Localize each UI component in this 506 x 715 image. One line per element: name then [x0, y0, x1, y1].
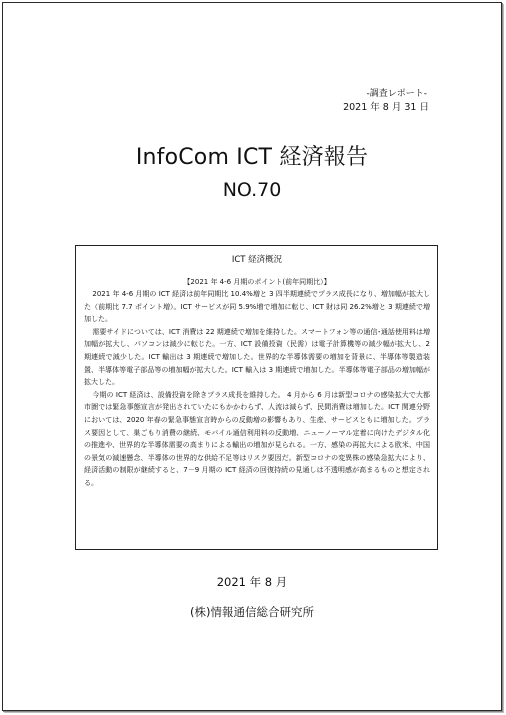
report-cover-page [2, 2, 502, 711]
report-type-label: -調査レポート- [366, 89, 427, 99]
report-date: 2021 年 8 月 31 日 [343, 102, 429, 113]
publication-date: 2021 年 8 月 [216, 575, 288, 589]
summary-points-heading: 【2021 年 4-6 月期のポイント(前年同期比）】 [183, 278, 331, 286]
summary-paragraph-demand: 需要サイドについては、ICT 消費は 22 期連続で増加を維持した。スマートフォン等の通信･通話使用料は増加幅が拡大し、パソコンは減少に転じた。一方、ICT 設備投資（民需）は電子計算機等の減少幅が拡大し、2 期連続で減少した。ICT 輸出は 3 期連続で増加した。世界的な半導体需要の増加を背景に、半導体等製造装置、半導体等電子部品等の増加幅が拡大した。ICT 輸入は 3 期連続で増加した。半導体等電子部品の増加幅が拡大した。 [84, 327, 430, 387]
summary-paragraph-overview: 2021 年 4-6 月期の ICT 経済は前年同期比 10.4%増と 3 四半期連続でプラス成長になり、増加幅が拡大した（前期比 7.7 ポイント増）。ICT サービスが同 5.9%増で増加に転じ、ICT 財は同 26.2%増と 3 期連続で増加した。 [84, 290, 430, 324]
issue-number: NO.70 [222, 179, 282, 201]
summary-heading: ICT 経済概況 [231, 255, 283, 265]
publisher-name: (株)情報通信総合研究所 [190, 605, 314, 619]
page-title: InfoCom ICT 経済報告 [135, 145, 369, 170]
economic-summary-box [75, 245, 438, 550]
summary-paragraph-outlook: 今期の ICT 経済は、設備投資を除きプラス成長を維持した。 4 月から 6 月は新型コロナの感染拡大で大都市圏では緊急事態宣言が発出されていたにもかかわらず、人流は減らず、民間消費は増加した。ICT 関連分野においては、2020 年春の緊急事態宣言時からの反動増の影響もあり、生産、サービスともに増加した。プラス要因として、巣ごもり消費の継続、モバイル通信利用料の反動増、ニューノーマル定着に向けたデジタル化の推進や、世界的な半導体需要の高まりによる輸出の増加が見られる。一方、感染の再拡大による欧米、中国の景気の減速懸念、半導体の世界的な供給不足等はリスク要因だ。新型コロナの変異株の感染急拡大により、経済活動の制限が継続すると、7－9 月期の ICT 経済の回復持続の見通しは不透明感が高まるものと想定される。 [84, 390, 430, 487]
